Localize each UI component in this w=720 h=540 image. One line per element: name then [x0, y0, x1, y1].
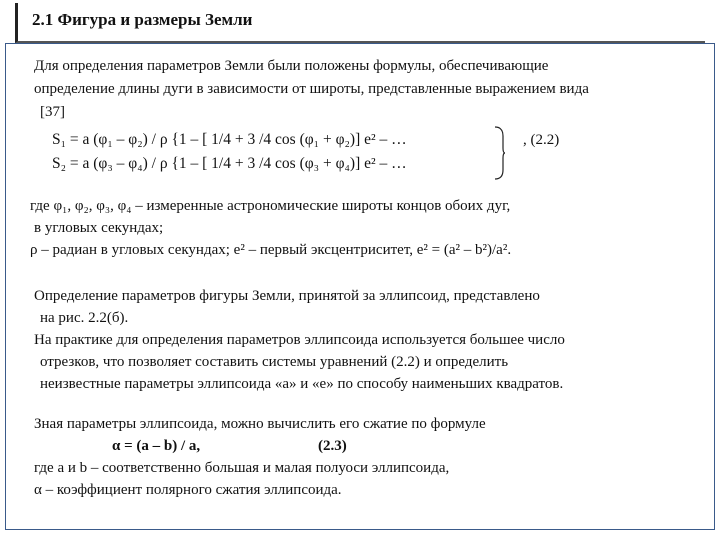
formula-s1: S₁ = a (φ₁ – φ₂) / ρ {1 – [ 1/4 + 3 /4 cos (φ₁ + φ₂)] e² – … — [52, 131, 407, 148]
intro-line-2: определение длины дуги в зависимости от широты, представленные выражением вида — [34, 81, 589, 97]
para2-line-3: На практике для определения параметров эллипсоида используется большее число — [34, 332, 565, 348]
intro-line-1: Для определения параметров Земли были положены формулы, обеспечивающие — [34, 58, 549, 74]
formula-s2: S₂ = a (φ₃ – φ₄) / ρ {1 – [ 1/4 + 3 /4 cos (φ₃ + φ₄)] e² – … — [52, 155, 407, 172]
page-title: 2.1 Фигура и размеры Земли — [32, 10, 253, 29]
para3-line-3: α – коэффициент полярного сжатия эллипсоида. — [34, 482, 342, 498]
formula-2-3: α = (a – b) / a, — [112, 438, 201, 454]
para3-line-1: Зная параметры эллипсоида, можно вычислить его сжатие по формуле — [34, 416, 486, 432]
formula-number-2-2: , (2.2) — [523, 132, 560, 148]
intro-line-3: [37] — [40, 104, 65, 120]
formula-number-2-3: (2.3) — [318, 438, 347, 454]
para2-line-4: отрезков, что позволяет составить системы уравнений (2.2) и определить — [40, 354, 509, 370]
where-line-1: где φ₁, φ₂, φ₃, φ₄ – измеренные астрономические широты концов обоих дуг, — [30, 198, 511, 214]
where-line-3: ρ – радиан в угловых секундах; e² – первый эксцентриситет, e² = (a² – b²)/a². — [30, 242, 512, 258]
para2-line-5: неизвестные параметры эллипсоида «a» и «e» по способу наименьших квадратов. — [40, 376, 564, 392]
para3-line-2: где a и b – соответственно большая и малая полуоси эллипсоида, — [34, 460, 450, 476]
right-brace — [495, 126, 505, 180]
para2-line-1: Определение параметров фигуры Земли, принятой за эллипсоид, представлено — [34, 288, 540, 304]
where-line-2: в угловых секундах; — [34, 220, 164, 236]
para2-line-2: на рис. 2.2(б). — [40, 310, 129, 326]
